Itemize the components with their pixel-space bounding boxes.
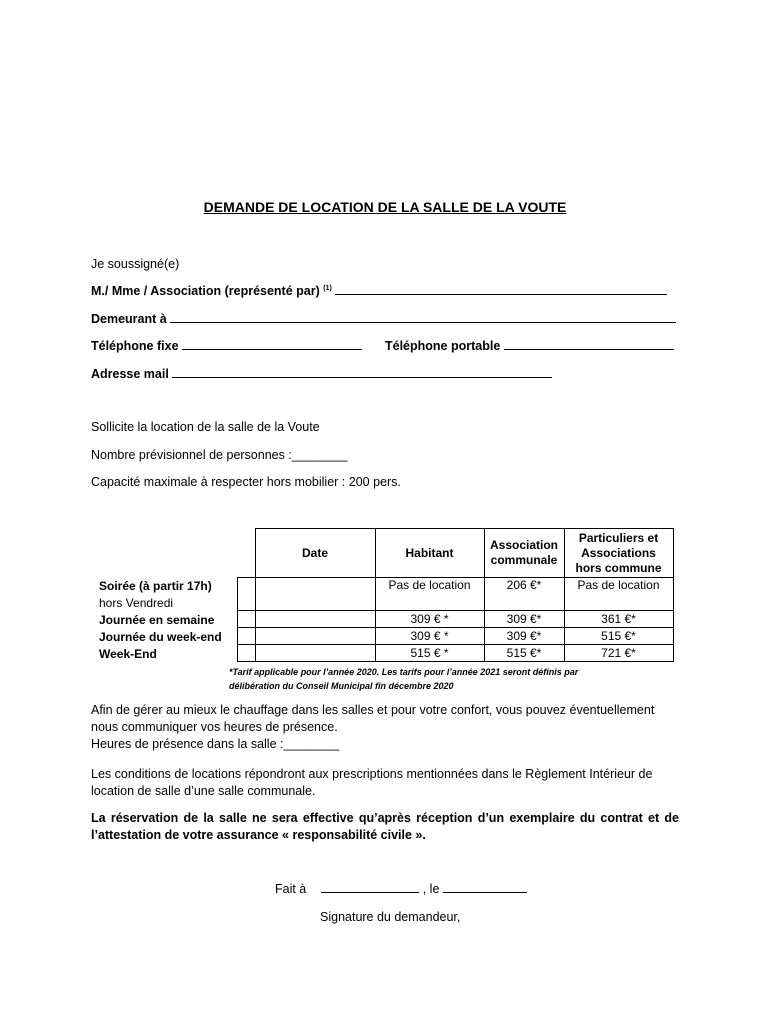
name-label: M./ Mme / Association (représenté par) <box>91 284 320 298</box>
name-input-line[interactable] <box>335 284 667 295</box>
particuliers-cell: 361 €* <box>564 611 673 628</box>
habitant-cell: 309 € * <box>375 628 484 645</box>
tariff-note <box>229 665 578 693</box>
particuliers-cell: 515 €* <box>564 628 673 645</box>
phone-label: Téléphone fixe <box>91 339 179 353</box>
date-cell[interactable] <box>255 578 375 611</box>
habitant-cell: Pas de location <box>375 578 484 611</box>
address-field-row <box>91 312 676 326</box>
phone-field-row <box>91 339 674 353</box>
name-field-row <box>91 284 667 298</box>
intro-text: Je soussigné(e) <box>91 257 180 271</box>
table-row <box>238 628 674 645</box>
heating-text: Afin de gérer au mieux le chauffage dans les salles et pour votre confort, vous pouvez éventuellement nous communiquer vos heures de présence. <box>91 703 655 734</box>
date-cell[interactable] <box>255 611 375 628</box>
mobile-label: Téléphone portable <box>384 339 501 353</box>
particuliers-cell: Pas de location <box>564 578 673 611</box>
association-cell: 206 €* <box>484 578 564 611</box>
rates-table <box>237 528 674 662</box>
tariff-note-line-1: *Tarif applicable pour l’année 2020. Les tarifs pour l’année 2021 seront définis par <box>229 667 579 677</box>
le-label: , le <box>422 882 440 896</box>
signature-label: Signature du demandeur, <box>320 910 461 924</box>
row-label-weekend: Week-End <box>99 647 157 661</box>
signature-place-date-row <box>275 882 527 896</box>
request-line-1: Sollicite la location de la salle de la Voute <box>91 420 320 434</box>
email-field-row <box>91 367 552 381</box>
header-date: Date <box>255 529 375 578</box>
particuliers-cell: 721 €* <box>564 645 673 662</box>
row-label-soiree: Soirée (à partir 17h) <box>99 579 212 593</box>
date-cell[interactable] <box>255 628 375 645</box>
place-input-line[interactable] <box>321 882 419 893</box>
name-footnote-marker: (1) <box>323 284 332 292</box>
row-sublabel-soiree: hors Vendredi <box>99 596 174 610</box>
conditions-paragraph: Les conditions de locations répondront aux prescriptions mentionnées dans le Règlement Intérieur de location de salle d’une salle communale. <box>91 767 653 798</box>
habitant-cell: 309 € * <box>375 611 484 628</box>
heating-hours: Heures de présence dans la salle :________ <box>91 737 340 751</box>
header-association: Association communale <box>484 529 564 578</box>
reservation-paragraph: La réservation de la salle ne sera effective qu’après réception d’un exemplaire du contrat et de l’attestation de votre assurance « responsabilité civile ». <box>91 811 679 842</box>
header-particuliers: Particuliers et Associations hors commune <box>564 529 673 578</box>
request-line-3: Capacité maximale à respecter hors mobilier : 200 pers. <box>91 475 401 489</box>
phone-input-line[interactable] <box>182 339 362 350</box>
request-line-2: Nombre prévisionnel de personnes :________ <box>91 448 348 462</box>
association-cell: 309 €* <box>484 628 564 645</box>
association-cell: 309 €* <box>484 611 564 628</box>
fait-label: Fait à <box>275 882 307 896</box>
tariff-note-line-2: délibération du Conseil Municipal fin décembre 2020 <box>229 681 454 691</box>
date-cell[interactable] <box>255 645 375 662</box>
row-label-weekend-day: Journée du week-end <box>99 630 222 644</box>
table-row <box>238 611 674 628</box>
address-label: Demeurant à <box>91 312 167 326</box>
row-label-semaine: Journée en semaine <box>99 613 215 627</box>
email-input-line[interactable] <box>172 367 552 378</box>
email-label: Adresse mail <box>91 367 169 381</box>
heating-paragraph <box>91 702 679 753</box>
mobile-input-line[interactable] <box>504 339 674 350</box>
document-title: DEMANDE DE LOCATION DE LA SALLE DE LA VOUTE <box>203 199 567 215</box>
header-habitant: Habitant <box>375 529 484 578</box>
table-header-row <box>238 529 674 578</box>
address-input-line[interactable] <box>170 312 676 323</box>
association-cell: 515 €* <box>484 645 564 662</box>
table-row <box>238 645 674 662</box>
table-row <box>238 578 674 611</box>
habitant-cell: 515 € * <box>375 645 484 662</box>
date-input-line[interactable] <box>443 882 527 893</box>
